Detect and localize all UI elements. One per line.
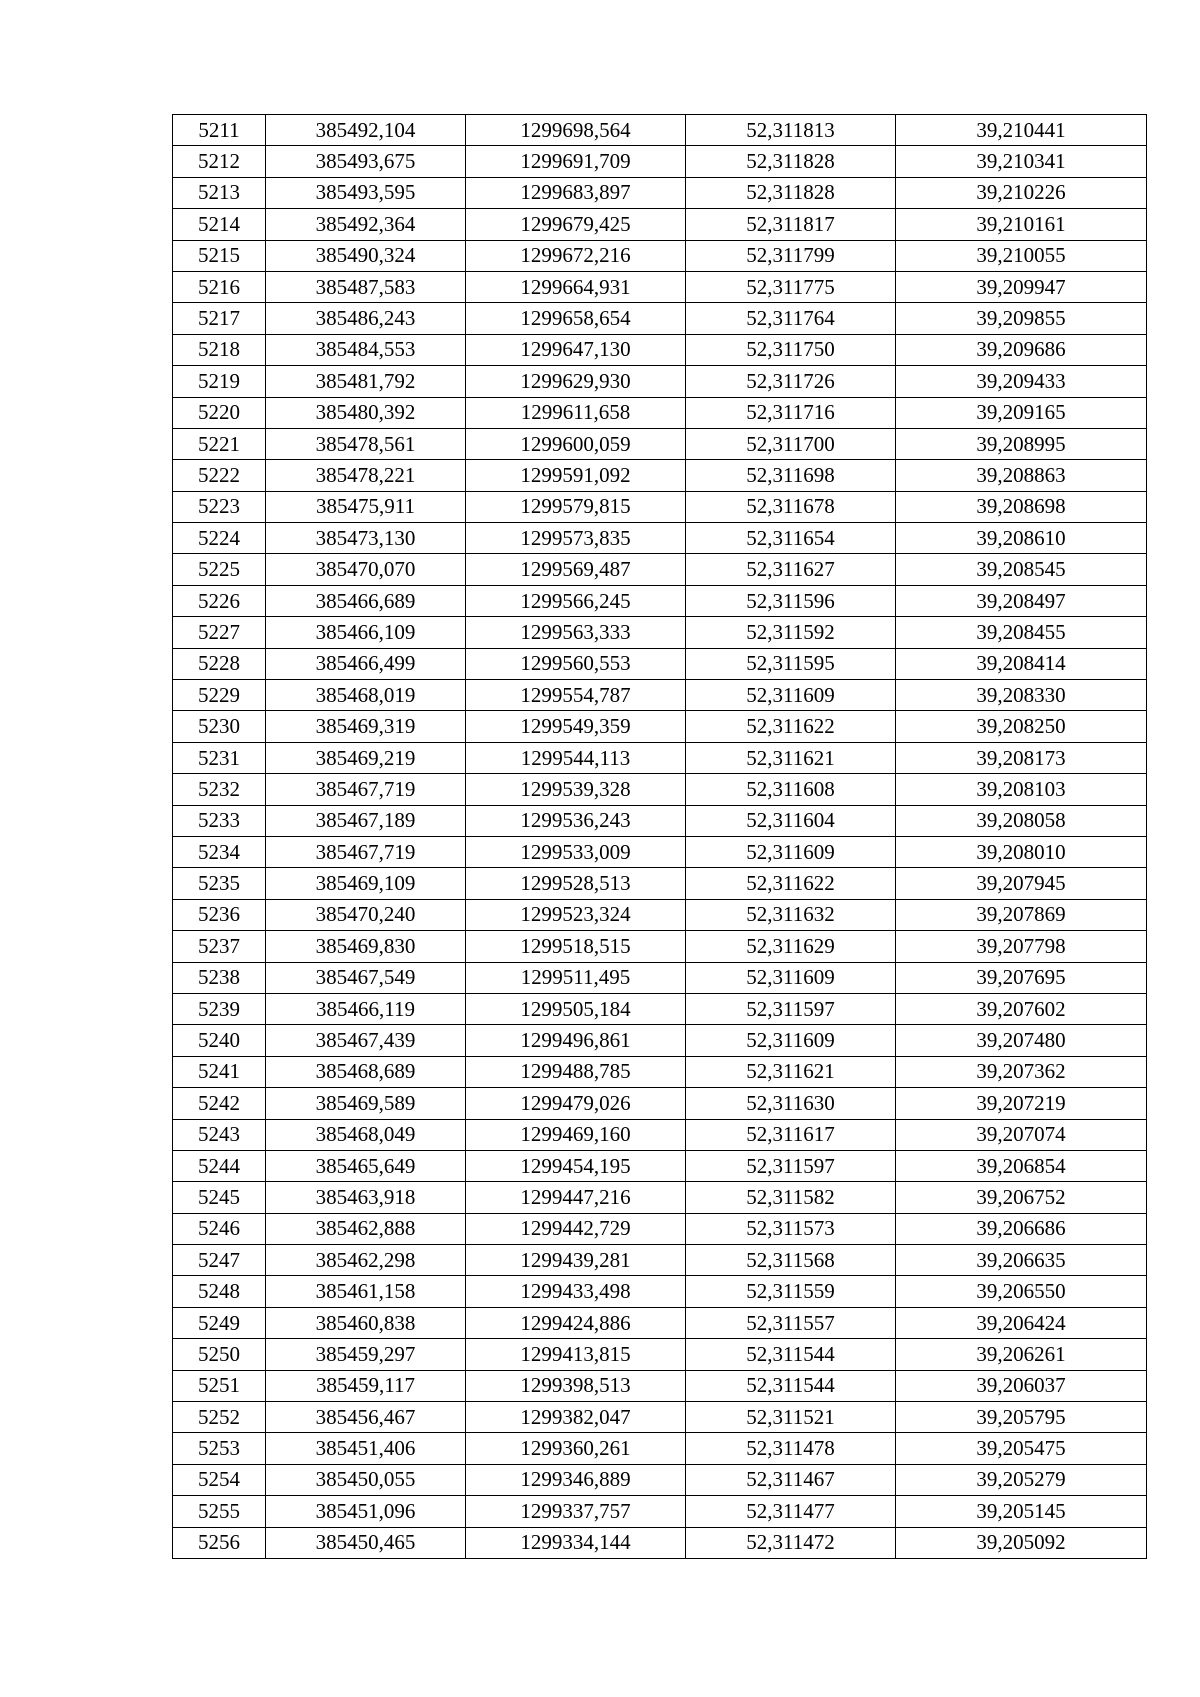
y-coordinate-cell: 1299382,047 bbox=[466, 1402, 686, 1433]
x-coordinate-cell: 385466,109 bbox=[266, 617, 466, 648]
y-coordinate-cell: 1299424,886 bbox=[466, 1307, 686, 1338]
latitude-cell: 52,311592 bbox=[686, 617, 896, 648]
table-row bbox=[173, 931, 1147, 962]
point-number-cell: 5222 bbox=[173, 460, 266, 491]
table-row bbox=[173, 993, 1147, 1024]
y-coordinate-cell: 1299698,564 bbox=[466, 115, 686, 146]
table-row bbox=[173, 868, 1147, 899]
y-coordinate-cell: 1299496,861 bbox=[466, 1025, 686, 1056]
y-coordinate-cell: 1299573,835 bbox=[466, 523, 686, 554]
table-row bbox=[173, 1088, 1147, 1119]
point-number-cell: 5241 bbox=[173, 1056, 266, 1087]
longitude-cell: 39,208250 bbox=[896, 711, 1147, 742]
x-coordinate-cell: 385460,838 bbox=[266, 1307, 466, 1338]
x-coordinate-cell: 385466,689 bbox=[266, 585, 466, 616]
longitude-cell: 39,210161 bbox=[896, 209, 1147, 240]
latitude-cell: 52,311477 bbox=[686, 1496, 896, 1527]
longitude-cell: 39,208545 bbox=[896, 554, 1147, 585]
longitude-cell: 39,205279 bbox=[896, 1464, 1147, 1495]
longitude-cell: 39,207869 bbox=[896, 899, 1147, 930]
latitude-cell: 52,311621 bbox=[686, 742, 896, 773]
longitude-cell: 39,208330 bbox=[896, 680, 1147, 711]
point-number-cell: 5221 bbox=[173, 428, 266, 459]
y-coordinate-cell: 1299334,144 bbox=[466, 1527, 686, 1558]
point-number-cell: 5248 bbox=[173, 1276, 266, 1307]
longitude-cell: 39,208610 bbox=[896, 523, 1147, 554]
x-coordinate-cell: 385469,830 bbox=[266, 931, 466, 962]
longitude-cell: 39,207362 bbox=[896, 1056, 1147, 1087]
point-number-cell: 5238 bbox=[173, 962, 266, 993]
point-number-cell: 5219 bbox=[173, 366, 266, 397]
longitude-cell: 39,206752 bbox=[896, 1182, 1147, 1213]
y-coordinate-cell: 1299691,709 bbox=[466, 146, 686, 177]
longitude-cell: 39,207945 bbox=[896, 868, 1147, 899]
point-number-cell: 5255 bbox=[173, 1496, 266, 1527]
y-coordinate-cell: 1299679,425 bbox=[466, 209, 686, 240]
y-coordinate-cell: 1299563,333 bbox=[466, 617, 686, 648]
point-number-cell: 5211 bbox=[173, 115, 266, 146]
latitude-cell: 52,311544 bbox=[686, 1339, 896, 1370]
point-number-cell: 5223 bbox=[173, 491, 266, 522]
point-number-cell: 5243 bbox=[173, 1119, 266, 1150]
y-coordinate-cell: 1299433,498 bbox=[466, 1276, 686, 1307]
point-number-cell: 5230 bbox=[173, 711, 266, 742]
x-coordinate-cell: 385468,689 bbox=[266, 1056, 466, 1087]
y-coordinate-cell: 1299569,487 bbox=[466, 554, 686, 585]
table-row bbox=[173, 1464, 1147, 1495]
y-coordinate-cell: 1299533,009 bbox=[466, 836, 686, 867]
point-number-cell: 5220 bbox=[173, 397, 266, 428]
point-number-cell: 5214 bbox=[173, 209, 266, 240]
table-row bbox=[173, 805, 1147, 836]
point-number-cell: 5234 bbox=[173, 836, 266, 867]
point-number-cell: 5235 bbox=[173, 868, 266, 899]
table-row bbox=[173, 962, 1147, 993]
latitude-cell: 52,311604 bbox=[686, 805, 896, 836]
y-coordinate-cell: 1299447,216 bbox=[466, 1182, 686, 1213]
point-number-cell: 5245 bbox=[173, 1182, 266, 1213]
table-row bbox=[173, 1402, 1147, 1433]
latitude-cell: 52,311582 bbox=[686, 1182, 896, 1213]
x-coordinate-cell: 385469,589 bbox=[266, 1088, 466, 1119]
table-row bbox=[173, 1276, 1147, 1307]
x-coordinate-cell: 385456,467 bbox=[266, 1402, 466, 1433]
latitude-cell: 52,311828 bbox=[686, 146, 896, 177]
x-coordinate-cell: 385475,911 bbox=[266, 491, 466, 522]
table-row bbox=[173, 1213, 1147, 1244]
latitude-cell: 52,311698 bbox=[686, 460, 896, 491]
x-coordinate-cell: 385450,055 bbox=[266, 1464, 466, 1495]
y-coordinate-cell: 1299398,513 bbox=[466, 1370, 686, 1401]
longitude-cell: 39,205475 bbox=[896, 1433, 1147, 1464]
latitude-cell: 52,311632 bbox=[686, 899, 896, 930]
x-coordinate-cell: 385470,240 bbox=[266, 899, 466, 930]
table-row bbox=[173, 742, 1147, 773]
latitude-cell: 52,311559 bbox=[686, 1276, 896, 1307]
longitude-cell: 39,208058 bbox=[896, 805, 1147, 836]
longitude-cell: 39,208103 bbox=[896, 774, 1147, 805]
y-coordinate-cell: 1299523,324 bbox=[466, 899, 686, 930]
x-coordinate-cell: 385480,392 bbox=[266, 397, 466, 428]
x-coordinate-cell: 385478,561 bbox=[266, 428, 466, 459]
longitude-cell: 39,208497 bbox=[896, 585, 1147, 616]
x-coordinate-cell: 385470,070 bbox=[266, 554, 466, 585]
latitude-cell: 52,311544 bbox=[686, 1370, 896, 1401]
x-coordinate-cell: 385469,109 bbox=[266, 868, 466, 899]
table-row bbox=[173, 523, 1147, 554]
x-coordinate-cell: 385459,117 bbox=[266, 1370, 466, 1401]
x-coordinate-cell: 385492,104 bbox=[266, 115, 466, 146]
longitude-cell: 39,208414 bbox=[896, 648, 1147, 679]
x-coordinate-cell: 385473,130 bbox=[266, 523, 466, 554]
table-row bbox=[173, 1182, 1147, 1213]
longitude-cell: 39,207602 bbox=[896, 993, 1147, 1024]
y-coordinate-cell: 1299664,931 bbox=[466, 271, 686, 302]
point-number-cell: 5233 bbox=[173, 805, 266, 836]
x-coordinate-cell: 385467,719 bbox=[266, 774, 466, 805]
latitude-cell: 52,311622 bbox=[686, 868, 896, 899]
point-number-cell: 5216 bbox=[173, 271, 266, 302]
latitude-cell: 52,311726 bbox=[686, 366, 896, 397]
y-coordinate-cell: 1299544,113 bbox=[466, 742, 686, 773]
longitude-cell: 39,207074 bbox=[896, 1119, 1147, 1150]
x-coordinate-cell: 385490,324 bbox=[266, 240, 466, 271]
longitude-cell: 39,208995 bbox=[896, 428, 1147, 459]
y-coordinate-cell: 1299439,281 bbox=[466, 1245, 686, 1276]
y-coordinate-cell: 1299442,729 bbox=[466, 1213, 686, 1244]
longitude-cell: 39,209855 bbox=[896, 303, 1147, 334]
x-coordinate-cell: 385486,243 bbox=[266, 303, 466, 334]
longitude-cell: 39,209165 bbox=[896, 397, 1147, 428]
longitude-cell: 39,209686 bbox=[896, 334, 1147, 365]
x-coordinate-cell: 385468,049 bbox=[266, 1119, 466, 1150]
y-coordinate-cell: 1299528,513 bbox=[466, 868, 686, 899]
latitude-cell: 52,311678 bbox=[686, 491, 896, 522]
latitude-cell: 52,311568 bbox=[686, 1245, 896, 1276]
point-number-cell: 5213 bbox=[173, 177, 266, 208]
point-number-cell: 5249 bbox=[173, 1307, 266, 1338]
x-coordinate-cell: 385466,119 bbox=[266, 993, 466, 1024]
latitude-cell: 52,311609 bbox=[686, 836, 896, 867]
y-coordinate-cell: 1299549,359 bbox=[466, 711, 686, 742]
x-coordinate-cell: 385469,319 bbox=[266, 711, 466, 742]
latitude-cell: 52,311609 bbox=[686, 1025, 896, 1056]
longitude-cell: 39,208455 bbox=[896, 617, 1147, 648]
y-coordinate-cell: 1299360,261 bbox=[466, 1433, 686, 1464]
y-coordinate-cell: 1299511,495 bbox=[466, 962, 686, 993]
longitude-cell: 39,206037 bbox=[896, 1370, 1147, 1401]
y-coordinate-cell: 1299629,930 bbox=[466, 366, 686, 397]
table-row bbox=[173, 680, 1147, 711]
table-row bbox=[173, 271, 1147, 302]
x-coordinate-cell: 385487,583 bbox=[266, 271, 466, 302]
point-number-cell: 5251 bbox=[173, 1370, 266, 1401]
y-coordinate-cell: 1299488,785 bbox=[466, 1056, 686, 1087]
x-coordinate-cell: 385493,595 bbox=[266, 177, 466, 208]
latitude-cell: 52,311764 bbox=[686, 303, 896, 334]
point-number-cell: 5247 bbox=[173, 1245, 266, 1276]
latitude-cell: 52,311621 bbox=[686, 1056, 896, 1087]
x-coordinate-cell: 385465,649 bbox=[266, 1150, 466, 1181]
longitude-cell: 39,207219 bbox=[896, 1088, 1147, 1119]
x-coordinate-cell: 385450,465 bbox=[266, 1527, 466, 1558]
y-coordinate-cell: 1299554,787 bbox=[466, 680, 686, 711]
table-row bbox=[173, 899, 1147, 930]
x-coordinate-cell: 385478,221 bbox=[266, 460, 466, 491]
y-coordinate-cell: 1299647,130 bbox=[466, 334, 686, 365]
table-row bbox=[173, 146, 1147, 177]
x-coordinate-cell: 385493,675 bbox=[266, 146, 466, 177]
table-row bbox=[173, 1056, 1147, 1087]
y-coordinate-cell: 1299505,184 bbox=[466, 993, 686, 1024]
x-coordinate-cell: 385484,553 bbox=[266, 334, 466, 365]
x-coordinate-cell: 385467,549 bbox=[266, 962, 466, 993]
latitude-cell: 52,311799 bbox=[686, 240, 896, 271]
y-coordinate-cell: 1299658,654 bbox=[466, 303, 686, 334]
point-number-cell: 5226 bbox=[173, 585, 266, 616]
point-number-cell: 5236 bbox=[173, 899, 266, 930]
x-coordinate-cell: 385467,439 bbox=[266, 1025, 466, 1056]
latitude-cell: 52,311775 bbox=[686, 271, 896, 302]
table-row bbox=[173, 554, 1147, 585]
x-coordinate-cell: 385467,189 bbox=[266, 805, 466, 836]
latitude-cell: 52,311557 bbox=[686, 1307, 896, 1338]
y-coordinate-cell: 1299591,092 bbox=[466, 460, 686, 491]
longitude-cell: 39,210341 bbox=[896, 146, 1147, 177]
table-row bbox=[173, 460, 1147, 491]
longitude-cell: 39,205092 bbox=[896, 1527, 1147, 1558]
table-row bbox=[173, 836, 1147, 867]
x-coordinate-cell: 385492,364 bbox=[266, 209, 466, 240]
y-coordinate-cell: 1299560,553 bbox=[466, 648, 686, 679]
table-row bbox=[173, 1025, 1147, 1056]
y-coordinate-cell: 1299579,815 bbox=[466, 491, 686, 522]
longitude-cell: 39,206424 bbox=[896, 1307, 1147, 1338]
table-row bbox=[173, 1527, 1147, 1558]
point-number-cell: 5225 bbox=[173, 554, 266, 585]
y-coordinate-cell: 1299337,757 bbox=[466, 1496, 686, 1527]
table-row bbox=[173, 334, 1147, 365]
longitude-cell: 39,208173 bbox=[896, 742, 1147, 773]
y-coordinate-cell: 1299536,243 bbox=[466, 805, 686, 836]
table-row bbox=[173, 240, 1147, 271]
table-row bbox=[173, 428, 1147, 459]
table-row bbox=[173, 648, 1147, 679]
x-coordinate-cell: 385451,096 bbox=[266, 1496, 466, 1527]
latitude-cell: 52,311750 bbox=[686, 334, 896, 365]
point-number-cell: 5239 bbox=[173, 993, 266, 1024]
point-number-cell: 5229 bbox=[173, 680, 266, 711]
point-number-cell: 5242 bbox=[173, 1088, 266, 1119]
y-coordinate-cell: 1299600,059 bbox=[466, 428, 686, 459]
latitude-cell: 52,311630 bbox=[686, 1088, 896, 1119]
longitude-cell: 39,208010 bbox=[896, 836, 1147, 867]
x-coordinate-cell: 385466,499 bbox=[266, 648, 466, 679]
x-coordinate-cell: 385481,792 bbox=[266, 366, 466, 397]
point-number-cell: 5240 bbox=[173, 1025, 266, 1056]
point-number-cell: 5254 bbox=[173, 1464, 266, 1495]
table-row bbox=[173, 491, 1147, 522]
latitude-cell: 52,311617 bbox=[686, 1119, 896, 1150]
latitude-cell: 52,311597 bbox=[686, 1150, 896, 1181]
longitude-cell: 39,209947 bbox=[896, 271, 1147, 302]
table-row bbox=[173, 585, 1147, 616]
point-number-cell: 5224 bbox=[173, 523, 266, 554]
y-coordinate-cell: 1299672,216 bbox=[466, 240, 686, 271]
latitude-cell: 52,311597 bbox=[686, 993, 896, 1024]
latitude-cell: 52,311596 bbox=[686, 585, 896, 616]
longitude-cell: 39,208698 bbox=[896, 491, 1147, 522]
latitude-cell: 52,311622 bbox=[686, 711, 896, 742]
x-coordinate-cell: 385468,019 bbox=[266, 680, 466, 711]
latitude-cell: 52,311700 bbox=[686, 428, 896, 459]
y-coordinate-cell: 1299518,515 bbox=[466, 931, 686, 962]
point-number-cell: 5227 bbox=[173, 617, 266, 648]
table-row bbox=[173, 1496, 1147, 1527]
latitude-cell: 52,311521 bbox=[686, 1402, 896, 1433]
table-row bbox=[173, 1119, 1147, 1150]
longitude-cell: 39,208863 bbox=[896, 460, 1147, 491]
x-coordinate-cell: 385462,298 bbox=[266, 1245, 466, 1276]
longitude-cell: 39,206635 bbox=[896, 1245, 1147, 1276]
table-row bbox=[173, 397, 1147, 428]
point-number-cell: 5231 bbox=[173, 742, 266, 773]
table-row bbox=[173, 303, 1147, 334]
longitude-cell: 39,210441 bbox=[896, 115, 1147, 146]
y-coordinate-cell: 1299611,658 bbox=[466, 397, 686, 428]
x-coordinate-cell: 385451,406 bbox=[266, 1433, 466, 1464]
table-row bbox=[173, 1339, 1147, 1370]
x-coordinate-cell: 385469,219 bbox=[266, 742, 466, 773]
latitude-cell: 52,311472 bbox=[686, 1527, 896, 1558]
y-coordinate-cell: 1299566,245 bbox=[466, 585, 686, 616]
longitude-cell: 39,206261 bbox=[896, 1339, 1147, 1370]
point-number-cell: 5253 bbox=[173, 1433, 266, 1464]
coordinates-table-body bbox=[173, 115, 1147, 1559]
table-row bbox=[173, 1370, 1147, 1401]
point-number-cell: 5244 bbox=[173, 1150, 266, 1181]
latitude-cell: 52,311654 bbox=[686, 523, 896, 554]
table-row bbox=[173, 711, 1147, 742]
point-number-cell: 5212 bbox=[173, 146, 266, 177]
point-number-cell: 5218 bbox=[173, 334, 266, 365]
latitude-cell: 52,311608 bbox=[686, 774, 896, 805]
latitude-cell: 52,311478 bbox=[686, 1433, 896, 1464]
longitude-cell: 39,207695 bbox=[896, 962, 1147, 993]
longitude-cell: 39,206550 bbox=[896, 1276, 1147, 1307]
point-number-cell: 5228 bbox=[173, 648, 266, 679]
latitude-cell: 52,311609 bbox=[686, 962, 896, 993]
x-coordinate-cell: 385461,158 bbox=[266, 1276, 466, 1307]
y-coordinate-cell: 1299346,889 bbox=[466, 1464, 686, 1495]
x-coordinate-cell: 385459,297 bbox=[266, 1339, 466, 1370]
longitude-cell: 39,210055 bbox=[896, 240, 1147, 271]
point-number-cell: 5215 bbox=[173, 240, 266, 271]
longitude-cell: 39,210226 bbox=[896, 177, 1147, 208]
latitude-cell: 52,311627 bbox=[686, 554, 896, 585]
latitude-cell: 52,311467 bbox=[686, 1464, 896, 1495]
table-row bbox=[173, 774, 1147, 805]
table-row bbox=[173, 366, 1147, 397]
longitude-cell: 39,209433 bbox=[896, 366, 1147, 397]
y-coordinate-cell: 1299683,897 bbox=[466, 177, 686, 208]
y-coordinate-cell: 1299539,328 bbox=[466, 774, 686, 805]
y-coordinate-cell: 1299413,815 bbox=[466, 1339, 686, 1370]
table-row bbox=[173, 1433, 1147, 1464]
latitude-cell: 52,311716 bbox=[686, 397, 896, 428]
point-number-cell: 5256 bbox=[173, 1527, 266, 1558]
latitude-cell: 52,311595 bbox=[686, 648, 896, 679]
table-row bbox=[173, 177, 1147, 208]
table-row bbox=[173, 1150, 1147, 1181]
point-number-cell: 5232 bbox=[173, 774, 266, 805]
table-row bbox=[173, 1245, 1147, 1276]
coordinates-table bbox=[172, 114, 1147, 1559]
x-coordinate-cell: 385463,918 bbox=[266, 1182, 466, 1213]
latitude-cell: 52,311629 bbox=[686, 931, 896, 962]
point-number-cell: 5252 bbox=[173, 1402, 266, 1433]
latitude-cell: 52,311828 bbox=[686, 177, 896, 208]
y-coordinate-cell: 1299479,026 bbox=[466, 1088, 686, 1119]
y-coordinate-cell: 1299454,195 bbox=[466, 1150, 686, 1181]
y-coordinate-cell: 1299469,160 bbox=[466, 1119, 686, 1150]
point-number-cell: 5237 bbox=[173, 931, 266, 962]
longitude-cell: 39,207480 bbox=[896, 1025, 1147, 1056]
table-row bbox=[173, 115, 1147, 146]
longitude-cell: 39,206854 bbox=[896, 1150, 1147, 1181]
table-row bbox=[173, 617, 1147, 648]
longitude-cell: 39,205795 bbox=[896, 1402, 1147, 1433]
latitude-cell: 52,311813 bbox=[686, 115, 896, 146]
table-row bbox=[173, 1307, 1147, 1338]
point-number-cell: 5246 bbox=[173, 1213, 266, 1244]
x-coordinate-cell: 385462,888 bbox=[266, 1213, 466, 1244]
point-number-cell: 5250 bbox=[173, 1339, 266, 1370]
latitude-cell: 52,311573 bbox=[686, 1213, 896, 1244]
x-coordinate-cell: 385467,719 bbox=[266, 836, 466, 867]
table-row bbox=[173, 209, 1147, 240]
point-number-cell: 5217 bbox=[173, 303, 266, 334]
longitude-cell: 39,205145 bbox=[896, 1496, 1147, 1527]
latitude-cell: 52,311609 bbox=[686, 680, 896, 711]
longitude-cell: 39,207798 bbox=[896, 931, 1147, 962]
longitude-cell: 39,206686 bbox=[896, 1213, 1147, 1244]
latitude-cell: 52,311817 bbox=[686, 209, 896, 240]
